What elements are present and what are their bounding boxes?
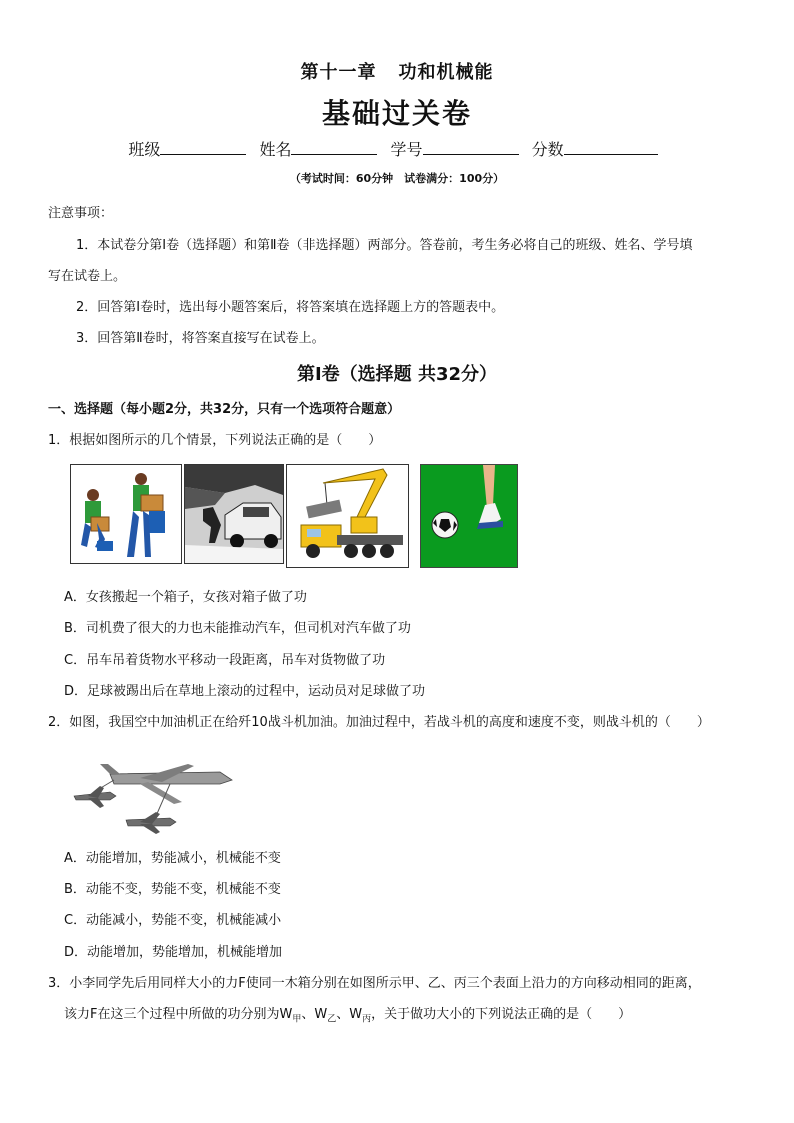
option-d[interactable]: D．足球被踢出后在草地上滚动的过程中，运动员对足球做了功 [64, 684, 426, 699]
subscript-yi: 乙 [327, 1014, 337, 1025]
option-a[interactable]: A．女孩搬起一个箱子，女孩对箱子做了功 [64, 590, 307, 605]
question-stem: 3．小李同学先后用同样大小的力F使同一木箱分别在如图所示甲、乙、丙三个表面上沿力的方向移动相同的距离， [48, 976, 701, 991]
option-b[interactable]: B．司机费了很大的力也未能推动汽车，但司机对汽车做了功 [64, 621, 411, 636]
question-stem-continued [64, 1003, 631, 1025]
exam-info: （考试时间：60分钟 试卷满分：100分） [289, 172, 505, 185]
page-title: 基础过关卷 [321, 97, 472, 130]
note-item: 写在试卷上。 [48, 269, 127, 284]
score-field[interactable] [564, 139, 658, 155]
name-field[interactable] [291, 139, 377, 155]
note-item: 1．本试卷分第Ⅰ卷（选择题）和第Ⅱ卷（非选择题）两部分。答卷前，考生务必将自己的班级、姓名、学号填 [76, 238, 693, 253]
option-a[interactable]: A．动能增加，势能减小，机械能不变 [64, 851, 281, 866]
refueling-aircraft-image [70, 762, 236, 838]
chapter-number: 第十一章 [300, 62, 377, 83]
notes-heading: 注意事项： [48, 206, 114, 221]
option-b[interactable]: B．动能不变，势能不变，机械能不变 [64, 882, 281, 897]
soccer-kick-image [420, 464, 518, 568]
section-title: 第Ⅰ卷（选择题 共32分） [296, 364, 497, 385]
stem-text: 该力F在这三个过程中所做的功分别为W [64, 1007, 293, 1022]
car-push-image [184, 464, 284, 564]
note-item: 3．回答第Ⅱ卷时，将答案直接写在试卷上。 [76, 331, 325, 346]
class-label: 班级 [128, 140, 161, 159]
option-c[interactable]: C．吊车吊着货物水平移动一段距离，吊车对货物做了功 [64, 653, 386, 668]
girl-lifting-box-image [70, 464, 182, 564]
question-stem: 2．如图，我国空中加油机正在给歼10战斗机加油。加油过程中，若战斗机的高度和速度不变，则战斗机的（ ） [48, 715, 710, 730]
note-item: 2．回答第Ⅰ卷时，选出每小题答案后，将答案填在选择题上方的答题表中。 [76, 300, 505, 315]
subscript-jia: 甲 [292, 1014, 302, 1025]
chapter-name: 功和机械能 [398, 62, 494, 83]
class-field[interactable] [160, 139, 246, 155]
student-id-field[interactable] [423, 139, 519, 155]
stem-text: 、W [301, 1007, 328, 1022]
stem-text: 、W [336, 1007, 363, 1022]
stem-text: ，关于做功大小的下列说法正确的是（ ） [371, 1007, 632, 1022]
subscript-bing: 丙 [362, 1014, 372, 1025]
chapter-heading [0, 58, 794, 84]
part-title: 一、选择题（每小题2分，共32分，只有一个选项符合题意） [48, 402, 401, 417]
question-stem: 1．根据如图所示的几个情景，下列说法正确的是（ ） [48, 433, 382, 448]
option-d[interactable]: D．动能增加，势能增加，机械能增加 [64, 945, 283, 960]
option-c[interactable]: C．动能减小，势能不变，机械能减小 [64, 913, 282, 928]
student-info-row [0, 137, 794, 160]
score-label: 分数 [531, 140, 564, 159]
name-label: 姓名 [259, 140, 292, 159]
id-label: 学号 [390, 140, 423, 159]
crane-truck-image [286, 464, 409, 568]
